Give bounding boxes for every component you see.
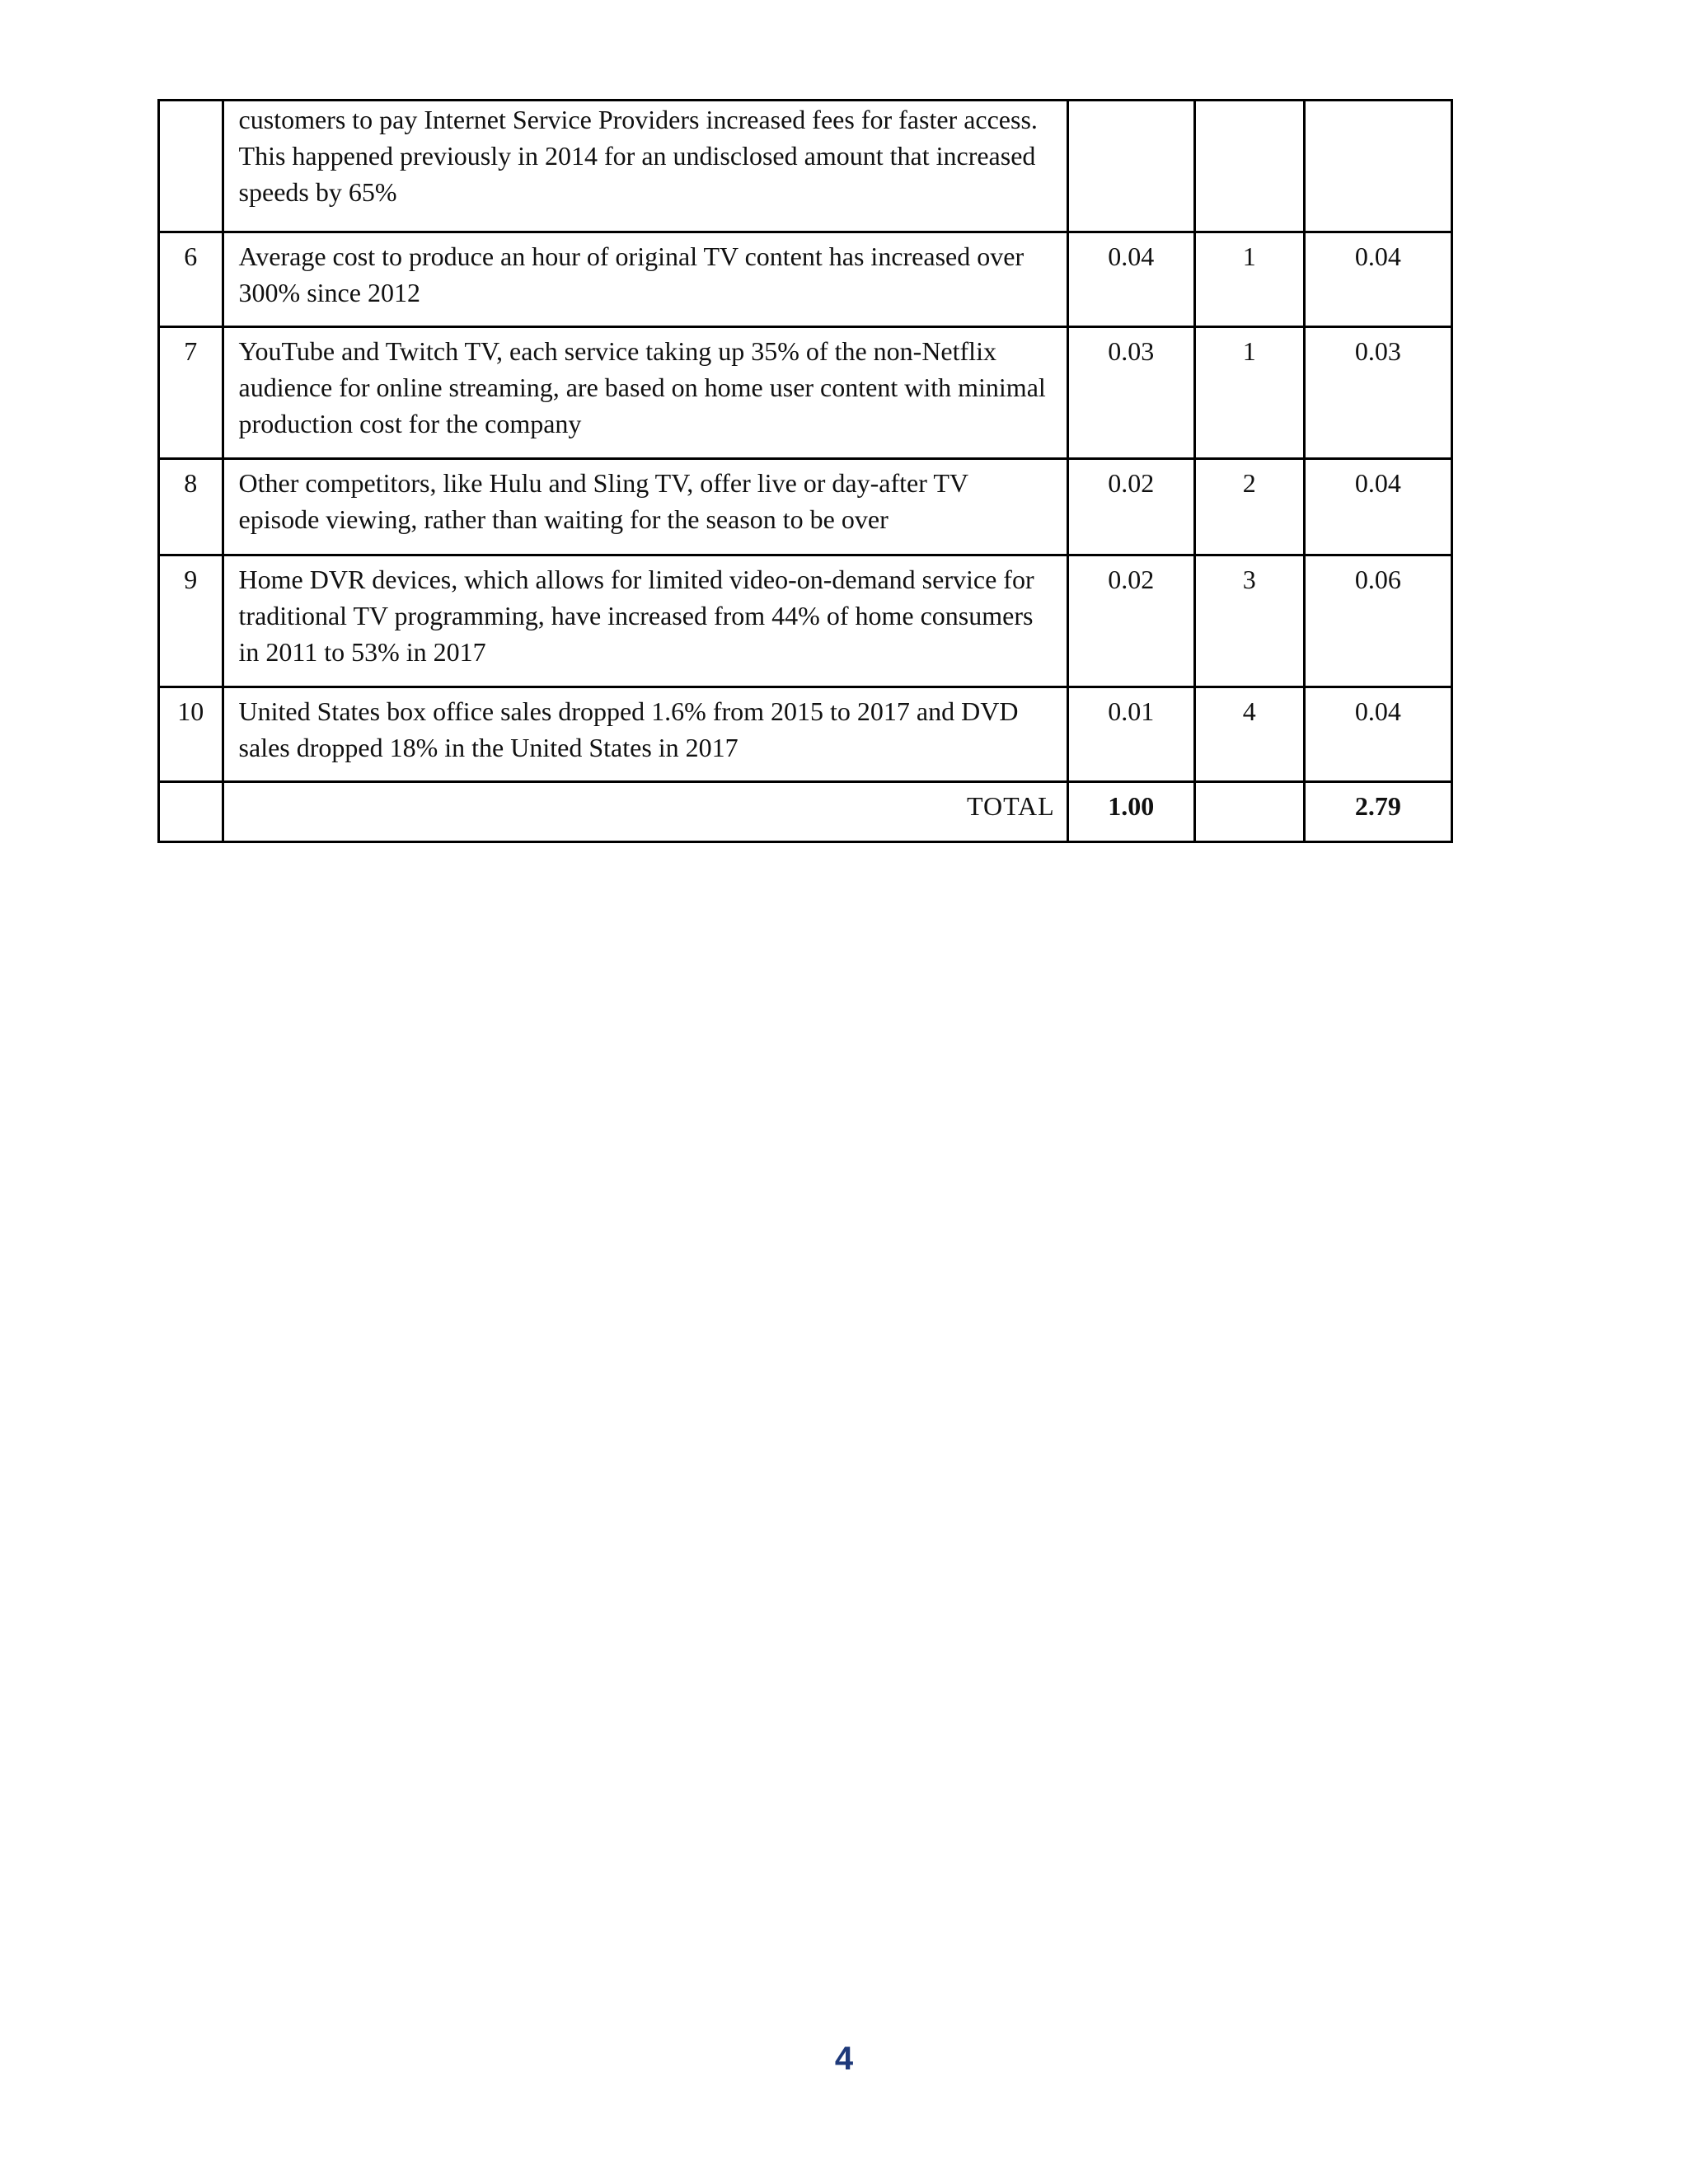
weighted-score-cell: 0.04 <box>1304 687 1451 782</box>
total-row <box>159 782 1452 842</box>
factor-cell: YouTube and Twitch TV, each service taking up 35% of the non-Netflix audience for online streaming, are based on home user content with minimal production cost for the company <box>223 327 1067 459</box>
table-row <box>159 101 1452 232</box>
table-row <box>159 327 1452 459</box>
rating-cell: 2 <box>1194 459 1304 555</box>
factor-cell: United States box office sales dropped 1.6% from 2015 to 2017 and DVD sales dropped 18% in the United States in 2017 <box>223 687 1067 782</box>
weight-cell: 0.02 <box>1067 555 1194 687</box>
weight-cell: 0.01 <box>1067 687 1194 782</box>
efe-matrix-table <box>157 99 1453 843</box>
row-number-cell <box>159 101 223 232</box>
rating-cell: 4 <box>1194 687 1304 782</box>
row-number-cell: 7 <box>159 327 223 459</box>
table-row <box>159 232 1452 327</box>
weight-cell: 0.02 <box>1067 459 1194 555</box>
row-number-cell: 9 <box>159 555 223 687</box>
table-row <box>159 555 1452 687</box>
rating-cell: 1 <box>1194 232 1304 327</box>
total-label: TOTAL <box>223 782 1067 842</box>
table-row <box>159 459 1452 555</box>
weighted-score-cell: 0.04 <box>1304 232 1451 327</box>
weight-cell <box>1067 101 1194 232</box>
weighted-score-cell: 0.06 <box>1304 555 1451 687</box>
weight-cell: 0.03 <box>1067 327 1194 459</box>
rating-cell <box>1194 101 1304 232</box>
row-number-cell: 10 <box>159 687 223 782</box>
weighted-score-cell <box>1304 101 1451 232</box>
rating-cell: 1 <box>1194 327 1304 459</box>
factor-cell: Other competitors, like Hulu and Sling TV, offer live or day-after TV episode viewing, rather than waiting for the season to be over <box>223 459 1067 555</box>
factor-cell: Home DVR devices, which allows for limited video-on-demand service for traditional TV programming, have increased from 44% of home consumers in 2011 to 53% in 2017 <box>223 555 1067 687</box>
row-number-cell: 8 <box>159 459 223 555</box>
row-number-cell <box>159 782 223 842</box>
weighted-score-cell: 0.03 <box>1304 327 1451 459</box>
weighted-score-cell: 0.04 <box>1304 459 1451 555</box>
page-number: 4 <box>834 2041 854 2077</box>
factor-cell: customers to pay Internet Service Providers increased fees for faster access. This happened previously in 2014 for an undisclosed amount that increased speeds by 65% <box>223 101 1067 232</box>
weight-cell: 0.04 <box>1067 232 1194 327</box>
total-rating-cell <box>1194 782 1304 842</box>
table-row <box>159 687 1452 782</box>
total-weighted-score-cell: 2.79 <box>1304 782 1451 842</box>
rating-cell: 3 <box>1194 555 1304 687</box>
total-weight-cell: 1.00 <box>1067 782 1194 842</box>
row-number-cell: 6 <box>159 232 223 327</box>
factor-cell: Average cost to produce an hour of original TV content has increased over 300% since 2012 <box>223 232 1067 327</box>
